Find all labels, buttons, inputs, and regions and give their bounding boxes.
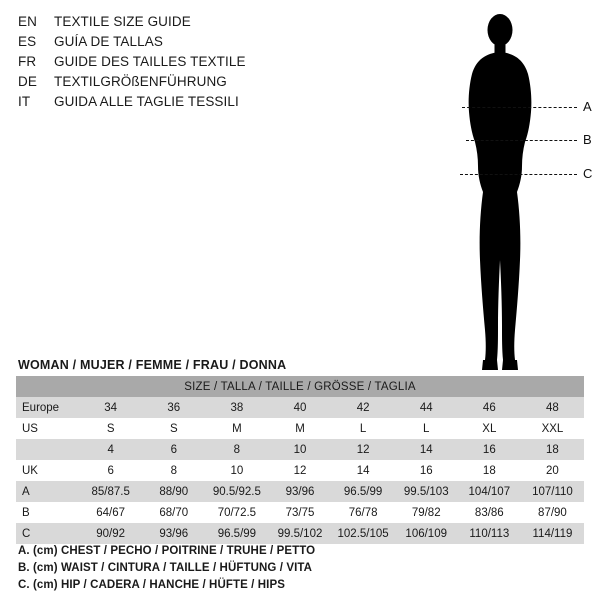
table-cell: S	[79, 418, 142, 439]
table-row	[16, 481, 584, 502]
table-cell: 6	[79, 460, 142, 481]
language-code: EN	[18, 14, 37, 29]
table-cell: 93/96	[268, 481, 331, 502]
table-cell: 96.5/99	[332, 481, 395, 502]
table-cell: 18	[458, 460, 521, 481]
size-table-section	[16, 358, 584, 544]
table-cell: 12	[268, 460, 331, 481]
table-cell: 44	[395, 397, 458, 418]
measure-label-a: A	[583, 99, 592, 114]
language-code: FR	[18, 54, 37, 69]
table-cell: 14	[395, 439, 458, 460]
table-cell: XXL	[521, 418, 584, 439]
table-cell: 34	[79, 397, 142, 418]
table-row	[16, 460, 584, 481]
table-cell: S	[142, 418, 205, 439]
table-group-title: WOMAN / MUJER / FEMME / FRAU / DONNA	[18, 358, 287, 372]
table-cell: 38	[205, 397, 268, 418]
table-row	[16, 397, 584, 418]
measure-line-hip	[460, 174, 577, 175]
table-cell: 36	[142, 397, 205, 418]
table-cell: 102.5/105	[332, 523, 395, 544]
table-cell: 79/82	[395, 502, 458, 523]
language-row	[18, 34, 318, 54]
row-label	[16, 439, 79, 460]
table-cell: 110/113	[458, 523, 521, 544]
table-cell: 4	[79, 439, 142, 460]
table-cell: M	[268, 418, 331, 439]
table-cell: 96.5/99	[205, 523, 268, 544]
row-label: US	[16, 418, 79, 439]
language-code: ES	[18, 34, 37, 49]
language-header-list	[18, 14, 318, 114]
table-cell: 85/87.5	[79, 481, 142, 502]
table-header-row	[16, 376, 584, 397]
language-row	[18, 94, 318, 114]
measure-line-waist	[466, 140, 577, 141]
table-cell: 14	[332, 460, 395, 481]
table-cell: 20	[521, 460, 584, 481]
table-header-label: SIZE / TALLA / TAILLE / GRÖSSE / TAGLIA	[16, 376, 584, 397]
table-row	[16, 523, 584, 544]
measure-label-c: C	[583, 166, 593, 181]
table-cell: 93/96	[142, 523, 205, 544]
row-label: A	[16, 481, 79, 502]
table-cell: 104/107	[458, 481, 521, 502]
language-title: GUIDE DES TAILLES TEXTILE	[54, 54, 246, 69]
measurement-notes	[18, 543, 578, 594]
row-label: UK	[16, 460, 79, 481]
language-title: TEXTILE SIZE GUIDE	[54, 14, 191, 29]
table-cell: 73/75	[268, 502, 331, 523]
table-cell: 107/110	[521, 481, 584, 502]
table-row	[16, 418, 584, 439]
table-cell: 6	[142, 439, 205, 460]
size-table	[16, 376, 584, 544]
table-cell: 99.5/103	[395, 481, 458, 502]
table-cell: 10	[268, 439, 331, 460]
body-figure-area	[420, 8, 595, 378]
measure-line-chest	[462, 107, 577, 108]
table-cell: XL	[458, 418, 521, 439]
measure-label-b: B	[583, 132, 592, 147]
language-row	[18, 74, 318, 94]
table-row	[16, 439, 584, 460]
note-waist: B. (cm) WAIST / CINTURA / TAILLE / HÜFTUNG / VITA	[18, 562, 313, 574]
table-cell: 16	[395, 460, 458, 481]
language-row	[18, 54, 318, 74]
row-label: Europe	[16, 397, 79, 418]
table-cell: 40	[268, 397, 331, 418]
table-cell: 8	[205, 439, 268, 460]
table-cell: 8	[142, 460, 205, 481]
language-code: IT	[18, 94, 31, 109]
table-cell: 114/119	[521, 523, 584, 544]
table-cell: 83/86	[458, 502, 521, 523]
note-hip: C. (cm) HIP / CADERA / HANCHE / HÜFTE / HIPS	[18, 579, 286, 591]
table-cell: 88/90	[142, 481, 205, 502]
table-cell: 106/109	[395, 523, 458, 544]
table-cell: 87/90	[521, 502, 584, 523]
table-cell: 90/92	[79, 523, 142, 544]
row-label: B	[16, 502, 79, 523]
table-cell: 90.5/92.5	[205, 481, 268, 502]
table-cell: 46	[458, 397, 521, 418]
table-cell: 76/78	[332, 502, 395, 523]
table-cell: 10	[205, 460, 268, 481]
table-cell: 70/72.5	[205, 502, 268, 523]
table-cell: L	[395, 418, 458, 439]
table-cell: 48	[521, 397, 584, 418]
table-cell: L	[332, 418, 395, 439]
language-title: GUIDA ALLE TAGLIE TESSILI	[54, 94, 239, 109]
table-cell: 68/70	[142, 502, 205, 523]
table-cell: 18	[521, 439, 584, 460]
table-cell: 12	[332, 439, 395, 460]
table-row	[16, 502, 584, 523]
language-title: GUÍA DE TALLAS	[54, 34, 163, 49]
language-row	[18, 14, 318, 34]
table-cell: M	[205, 418, 268, 439]
row-label: C	[16, 523, 79, 544]
note-chest: A. (cm) CHEST / PECHO / POITRINE / TRUHE / PETTO	[18, 545, 316, 557]
language-code: DE	[18, 74, 37, 89]
table-cell: 64/67	[79, 502, 142, 523]
table-cell: 99.5/102	[268, 523, 331, 544]
table-cell: 16	[458, 439, 521, 460]
table-cell: 42	[332, 397, 395, 418]
language-title: TEXTILGRÖßENFÜHRUNG	[54, 74, 227, 89]
female-body-silhouette-icon	[440, 8, 560, 378]
